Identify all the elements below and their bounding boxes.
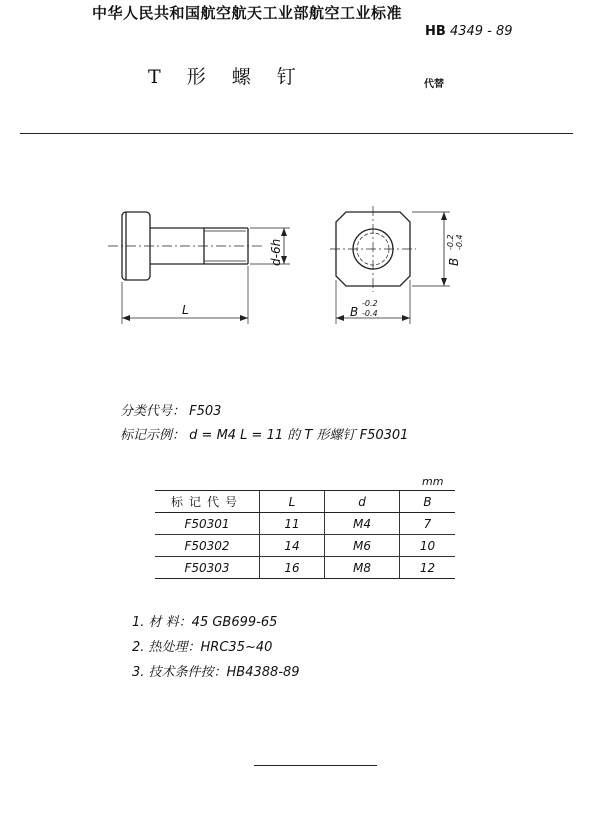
header-code: 标记代号 — [155, 491, 260, 513]
standard-prefix: HB — [425, 24, 446, 39]
cell-code: F50302 — [155, 535, 260, 557]
d-label: d-6h — [269, 238, 283, 266]
tech-note-conditions: 3. 技术条件按：HB4388-89 — [132, 665, 300, 680]
cell-B: 7 — [400, 513, 456, 535]
spec-table — [155, 490, 455, 579]
table-row — [155, 535, 455, 557]
t-screw-drawing — [100, 200, 480, 330]
example-text: d = M4 L = 11 的 T 形螺钉 F50301 — [189, 428, 409, 443]
B-h-tol-lower: -0.4 — [362, 309, 378, 318]
standard-number — [425, 24, 513, 39]
example-label: 标记示例： — [120, 428, 186, 443]
B-v-arrow-bottom — [441, 278, 447, 286]
B-h-label: B — [350, 305, 359, 319]
end-divider — [254, 765, 377, 766]
header-divider — [20, 133, 573, 134]
B-v-arrow-top — [441, 212, 447, 220]
tech-note-material: 1. 材 料：45 GB699-65 — [132, 615, 278, 630]
classification-label: 分类代号： — [120, 404, 186, 419]
cell-code: F50301 — [155, 513, 260, 535]
standard-code: 4349 - 89 — [449, 24, 513, 39]
header-L: L — [260, 491, 325, 513]
B-v-tol-upper: -0.2 — [446, 234, 455, 250]
B-v-label: B — [447, 257, 461, 266]
cell-d: M4 — [325, 513, 400, 535]
header-B: B — [400, 491, 456, 513]
cell-L: 14 — [260, 535, 325, 557]
cell-L: 16 — [260, 557, 325, 579]
table-header-row — [155, 491, 455, 513]
cell-d: M6 — [325, 535, 400, 557]
cell-B: 10 — [400, 535, 456, 557]
B-v-tol-lower: -0.4 — [455, 234, 464, 250]
cell-d: M8 — [325, 557, 400, 579]
d-arrow-top — [281, 228, 287, 236]
B-arrow-left — [336, 315, 344, 321]
tech-note-heat-treatment: 2. 热处理：HRC35~40 — [132, 640, 273, 655]
standard-org-title: 中华人民共和国航空航天工业部航空工业标准 — [92, 4, 403, 22]
replaces-label: 代替 — [424, 79, 444, 90]
classification-code: F503 — [189, 404, 222, 419]
table-row — [155, 557, 455, 579]
cell-code: F50303 — [155, 557, 260, 579]
cell-L: 11 — [260, 513, 325, 535]
B-h-tol-upper: -0.2 — [362, 299, 378, 308]
classification-line — [120, 400, 221, 419]
table-unit: mm — [422, 475, 444, 488]
L-label: L — [182, 303, 189, 317]
cell-B: 12 — [400, 557, 456, 579]
header-d: d — [325, 491, 400, 513]
table-row — [155, 513, 455, 535]
L-arrow-right — [240, 315, 248, 321]
B-arrow-right — [402, 315, 410, 321]
product-name: T 形 螺 钉 — [148, 66, 306, 88]
example-line — [120, 424, 408, 443]
L-arrow-left — [122, 315, 130, 321]
